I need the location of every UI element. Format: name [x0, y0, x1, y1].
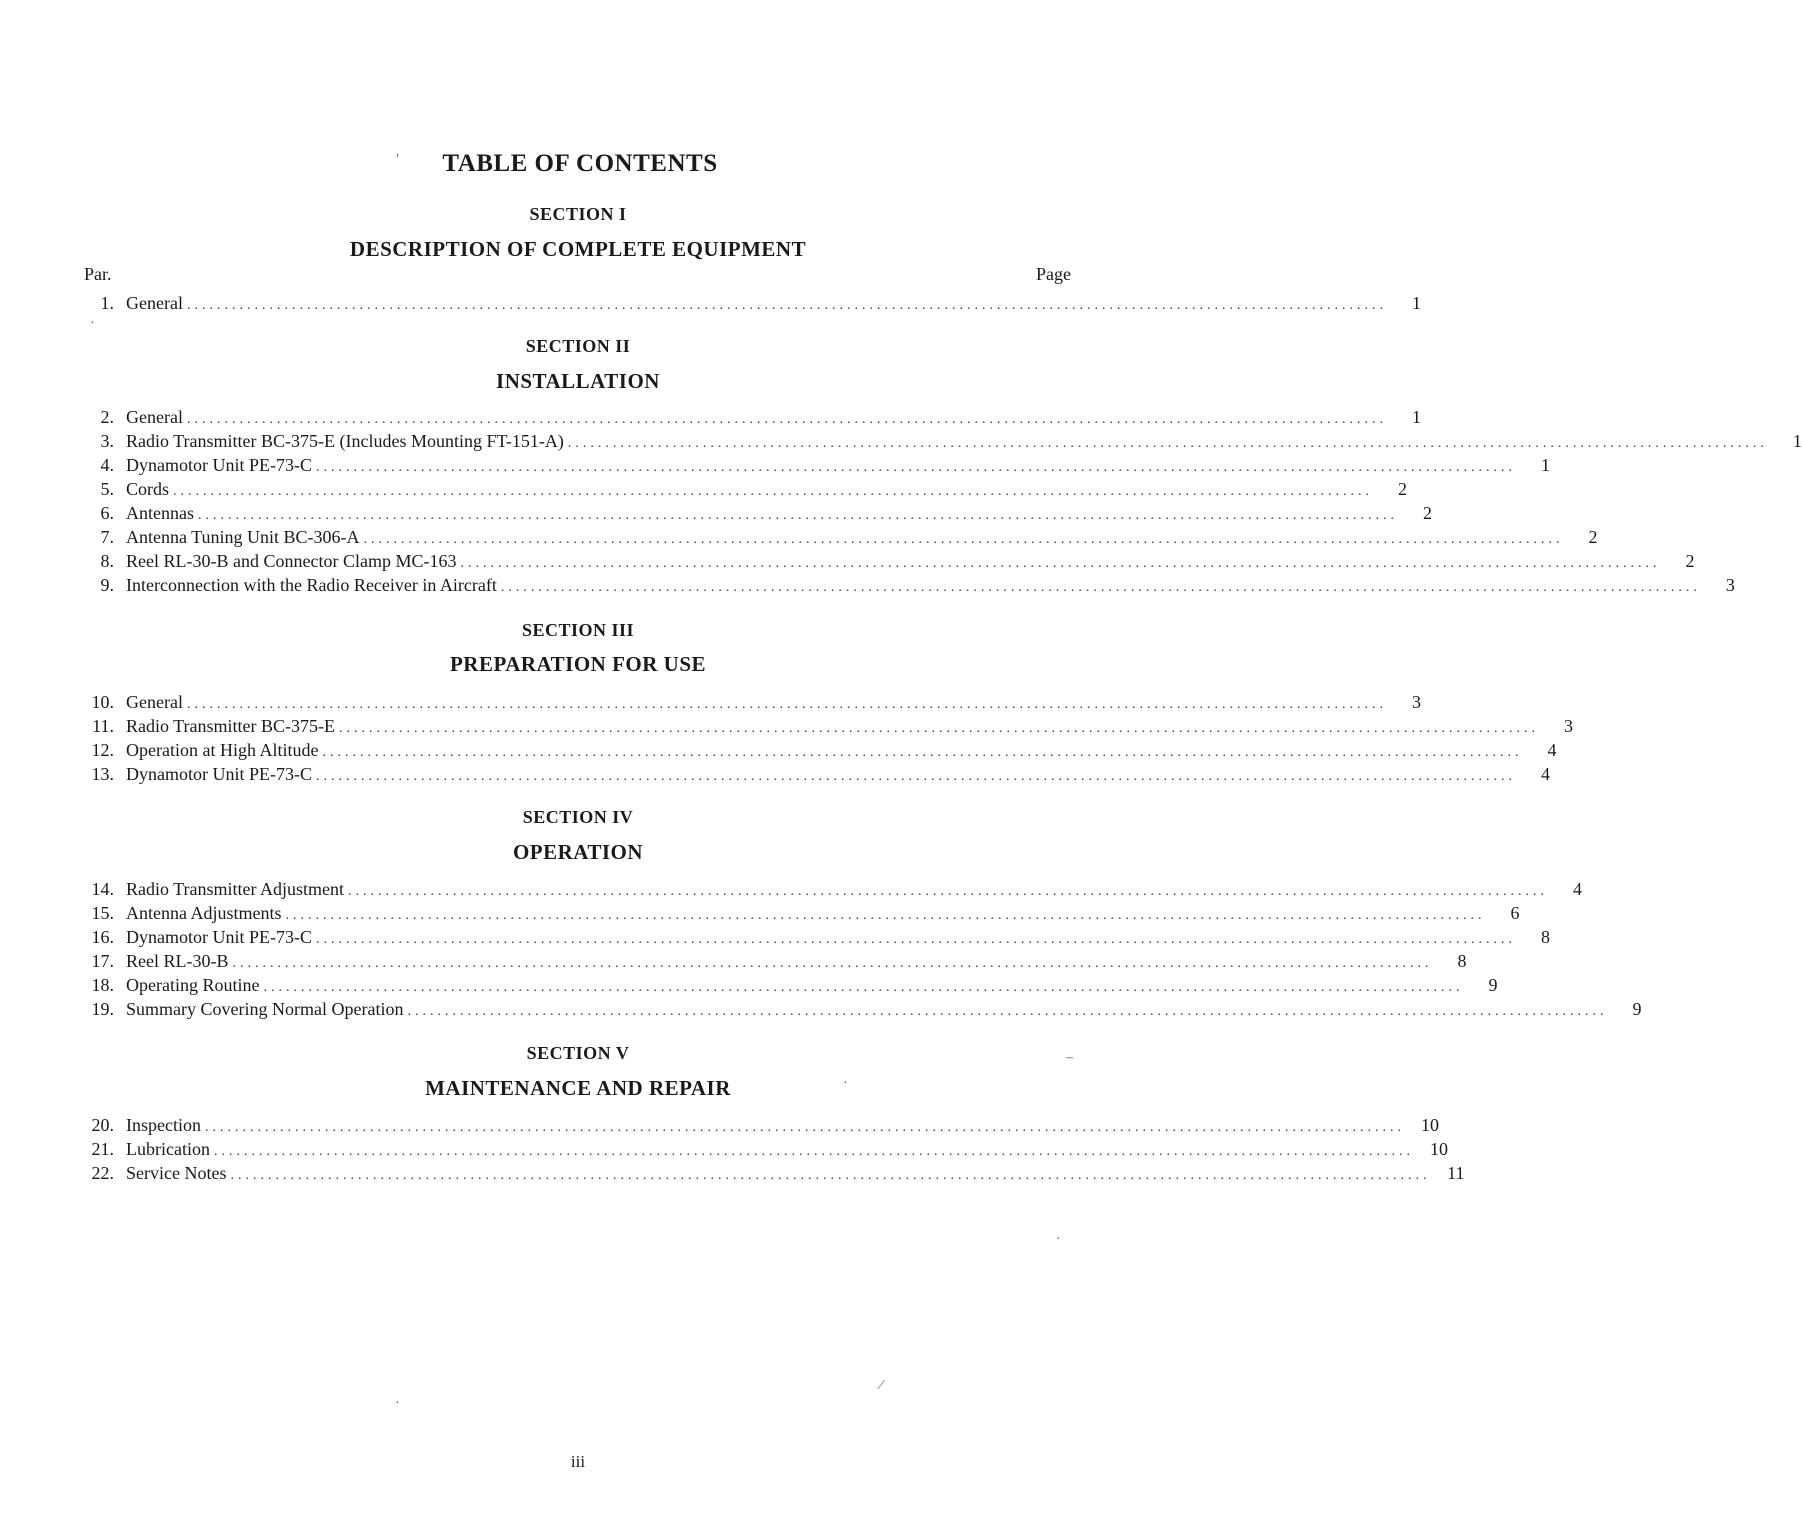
dot-leader: ................................................................................................................................................................ [263, 980, 1464, 995]
entry-title: Dynamotor Unit PE-73-C [126, 764, 312, 784]
dot-leader: ................................................................................................................................................................ [316, 932, 1516, 947]
toc-entry[interactable] [80, 477, 1408, 501]
entry-number: 18. [91, 975, 114, 995]
stray-print-mark: · [395, 1396, 400, 1411]
toc-entry[interactable] [80, 573, 1735, 597]
section-1-title: DESCRIPTION OF COMPLETE EQUIPMENT [349, 237, 807, 261]
entry-page: 3 [1411, 692, 1421, 712]
entry-number: 9. [100, 575, 114, 595]
toc-entry[interactable] [80, 973, 1498, 997]
entry-title: Reel RL-30-B and Connector Clamp MC-163 [126, 551, 457, 571]
toc-entry[interactable] [80, 925, 1550, 949]
section-1-entries [80, 291, 1421, 315]
entry-page: 1 [1411, 407, 1421, 427]
entry-page: 9 [1488, 975, 1498, 995]
entry-number: 3. [100, 431, 114, 451]
dot-leader: ................................................................................................................................................................ [407, 1004, 1608, 1019]
entry-number: 16. [91, 927, 114, 947]
entry-number: 20. [91, 1115, 114, 1135]
page-number: iii [570, 1452, 586, 1471]
entry-title: Antennas [126, 503, 194, 523]
entry-page: 3 [1564, 716, 1574, 736]
entry-number: 8. [100, 551, 114, 571]
dot-leader: ................................................................................................................................................................ [186, 298, 1387, 313]
stray-print-mark: · [1056, 1232, 1061, 1247]
entry-page: 6 [1510, 903, 1520, 923]
section-3-title: PREPARATION FOR USE [449, 652, 707, 676]
section-2-entries [80, 405, 1802, 597]
dot-leader: ................................................................................................................................................................ [500, 580, 1701, 595]
toc-entry[interactable] [80, 690, 1421, 714]
dot-leader: ................................................................................................................................................................ [173, 484, 1374, 499]
section-4-entries [80, 877, 1642, 1021]
entry-page: 4 [1573, 879, 1583, 899]
toc-entry[interactable] [80, 525, 1598, 549]
entry-title: General [126, 293, 183, 313]
toc-entry[interactable] [80, 549, 1695, 573]
entry-title: Radio Transmitter Adjustment [126, 879, 345, 899]
toc-entry[interactable] [80, 738, 1557, 762]
par-column-header: Par. [84, 264, 112, 284]
section-3-label: SECTION III [521, 620, 635, 640]
stray-print-mark: ⁄ [880, 1378, 883, 1393]
dot-leader: ................................................................................................................................................................ [363, 532, 1564, 547]
entry-number: 21. [91, 1139, 114, 1159]
entry-page: 8 [1457, 951, 1467, 971]
toc-entry[interactable] [80, 877, 1583, 901]
entry-title: Cords [126, 479, 170, 499]
entry-title: Dynamotor Unit PE-73-C [126, 927, 312, 947]
dot-leader: ................................................................................................................................................................ [204, 1120, 1405, 1135]
entry-page: 1 [1411, 293, 1421, 313]
entry-page: 8 [1541, 927, 1550, 947]
toc-entry[interactable] [80, 1137, 1448, 1161]
entry-page: 2 [1422, 503, 1432, 523]
stray-print-mark: · [90, 316, 95, 331]
entry-number: 6. [100, 503, 114, 523]
stray-print-mark: · [843, 1076, 848, 1091]
toc-entry[interactable] [80, 453, 1550, 477]
section-2-title: INSTALLATION [496, 369, 660, 393]
entry-page: 1 [1792, 431, 1802, 451]
dot-leader: ................................................................................................................................................................ [348, 884, 1549, 899]
entry-number: 14. [91, 879, 114, 899]
toc-entry[interactable] [80, 997, 1642, 1021]
entry-title: Antenna Adjustments [126, 903, 282, 923]
dot-leader: ................................................................................................................................................................ [230, 1168, 1431, 1183]
toc-entry[interactable] [80, 714, 1574, 738]
entry-number: 15. [91, 903, 114, 923]
entry-title: Service Notes [126, 1163, 227, 1183]
entry-number: 5. [100, 479, 114, 499]
entry-number: 2. [100, 407, 114, 427]
entry-number: 10. [91, 692, 114, 712]
entry-number: 1. [100, 293, 114, 313]
toc-entry[interactable] [80, 429, 1802, 453]
entry-number: 13. [91, 764, 114, 784]
dot-leader: ................................................................................................................................................................ [186, 412, 1387, 427]
entry-page: 10 [1429, 1139, 1448, 1159]
entry-title: Lubrication [126, 1139, 210, 1159]
entry-number: 4. [100, 455, 114, 475]
entry-page: 4 [1541, 764, 1550, 784]
section-5-entries [80, 1113, 1465, 1185]
entry-page: 4 [1547, 740, 1557, 760]
dot-leader: ................................................................................................................................................................ [460, 556, 1661, 571]
entry-page: 10 [1420, 1115, 1439, 1135]
dot-leader: ................................................................................................................................................................ [213, 1144, 1414, 1159]
dot-leader: ................................................................................................................................................................ [197, 508, 1398, 523]
entry-title: General [126, 407, 183, 427]
dot-leader: ................................................................................................................................................................ [232, 956, 1433, 971]
entry-page: 2 [1685, 551, 1695, 571]
dot-leader: ................................................................................................................................................................ [186, 697, 1387, 712]
entry-page: 2 [1588, 527, 1598, 547]
toc-entry[interactable] [80, 1113, 1439, 1137]
entry-title: Radio Transmitter BC-375-E [126, 716, 336, 736]
entry-number: 22. [91, 1163, 114, 1183]
entry-title: Radio Transmitter BC-375-E (Includes Mounting FT-151-A) [126, 431, 564, 451]
page-column-header: Page [1036, 264, 1071, 284]
section-2-label: SECTION II [525, 336, 631, 356]
toc-entry[interactable] [80, 291, 1421, 315]
entry-number: 17. [91, 951, 114, 971]
entry-title: Operating Routine [126, 975, 260, 995]
entry-page: 2 [1398, 479, 1408, 499]
toc-entry[interactable] [80, 949, 1467, 973]
dot-leader: ................................................................................................................................................................ [567, 436, 1768, 451]
entry-page: 9 [1632, 999, 1642, 1019]
dot-leader: ................................................................................................................................................................ [322, 745, 1523, 760]
entry-number: 11. [92, 716, 114, 736]
section-3-entries [80, 690, 1574, 786]
entry-title: General [126, 692, 183, 712]
entry-title: Operation at High Altitude [126, 740, 319, 760]
toc-entry[interactable] [80, 1161, 1465, 1185]
toc-entry[interactable] [80, 762, 1550, 786]
entry-number: 7. [100, 527, 114, 547]
section-4-label: SECTION IV [522, 807, 634, 827]
section-4-title: OPERATION [512, 840, 644, 864]
entry-number: 12. [91, 740, 114, 760]
toc-entry[interactable] [80, 405, 1421, 429]
toc-entry[interactable] [80, 501, 1432, 525]
dot-leader: ................................................................................................................................................................ [316, 769, 1516, 784]
section-1-label: SECTION I [529, 204, 627, 224]
entry-page: 3 [1725, 575, 1735, 595]
toc-entry[interactable] [80, 901, 1520, 925]
dot-leader: ................................................................................................................................................................ [316, 460, 1516, 475]
entry-number: 19. [91, 999, 114, 1019]
section-5-label: SECTION V [526, 1043, 630, 1063]
stray-print-mark: – [1066, 1050, 1073, 1065]
dot-leader: ................................................................................................................................................................ [285, 908, 1486, 923]
entry-page: 1 [1541, 455, 1550, 475]
section-5-title: MAINTENANCE AND REPAIR [425, 1076, 731, 1100]
entry-title: Inspection [126, 1115, 201, 1135]
page-title: TABLE OF CONTENTS [442, 150, 718, 177]
entry-title: Summary Covering Normal Operation [126, 999, 404, 1019]
entry-page: 11 [1447, 1163, 1465, 1183]
stray-print-mark: ′ [396, 152, 400, 167]
dot-leader: ................................................................................................................................................................ [339, 721, 1540, 736]
entry-title: Interconnection with the Radio Receiver in Aircraft [126, 575, 497, 595]
entry-title: Antenna Tuning Unit BC-306-A [126, 527, 360, 547]
entry-title: Reel RL-30-B [126, 951, 229, 971]
entry-title: Dynamotor Unit PE-73-C [126, 455, 312, 475]
